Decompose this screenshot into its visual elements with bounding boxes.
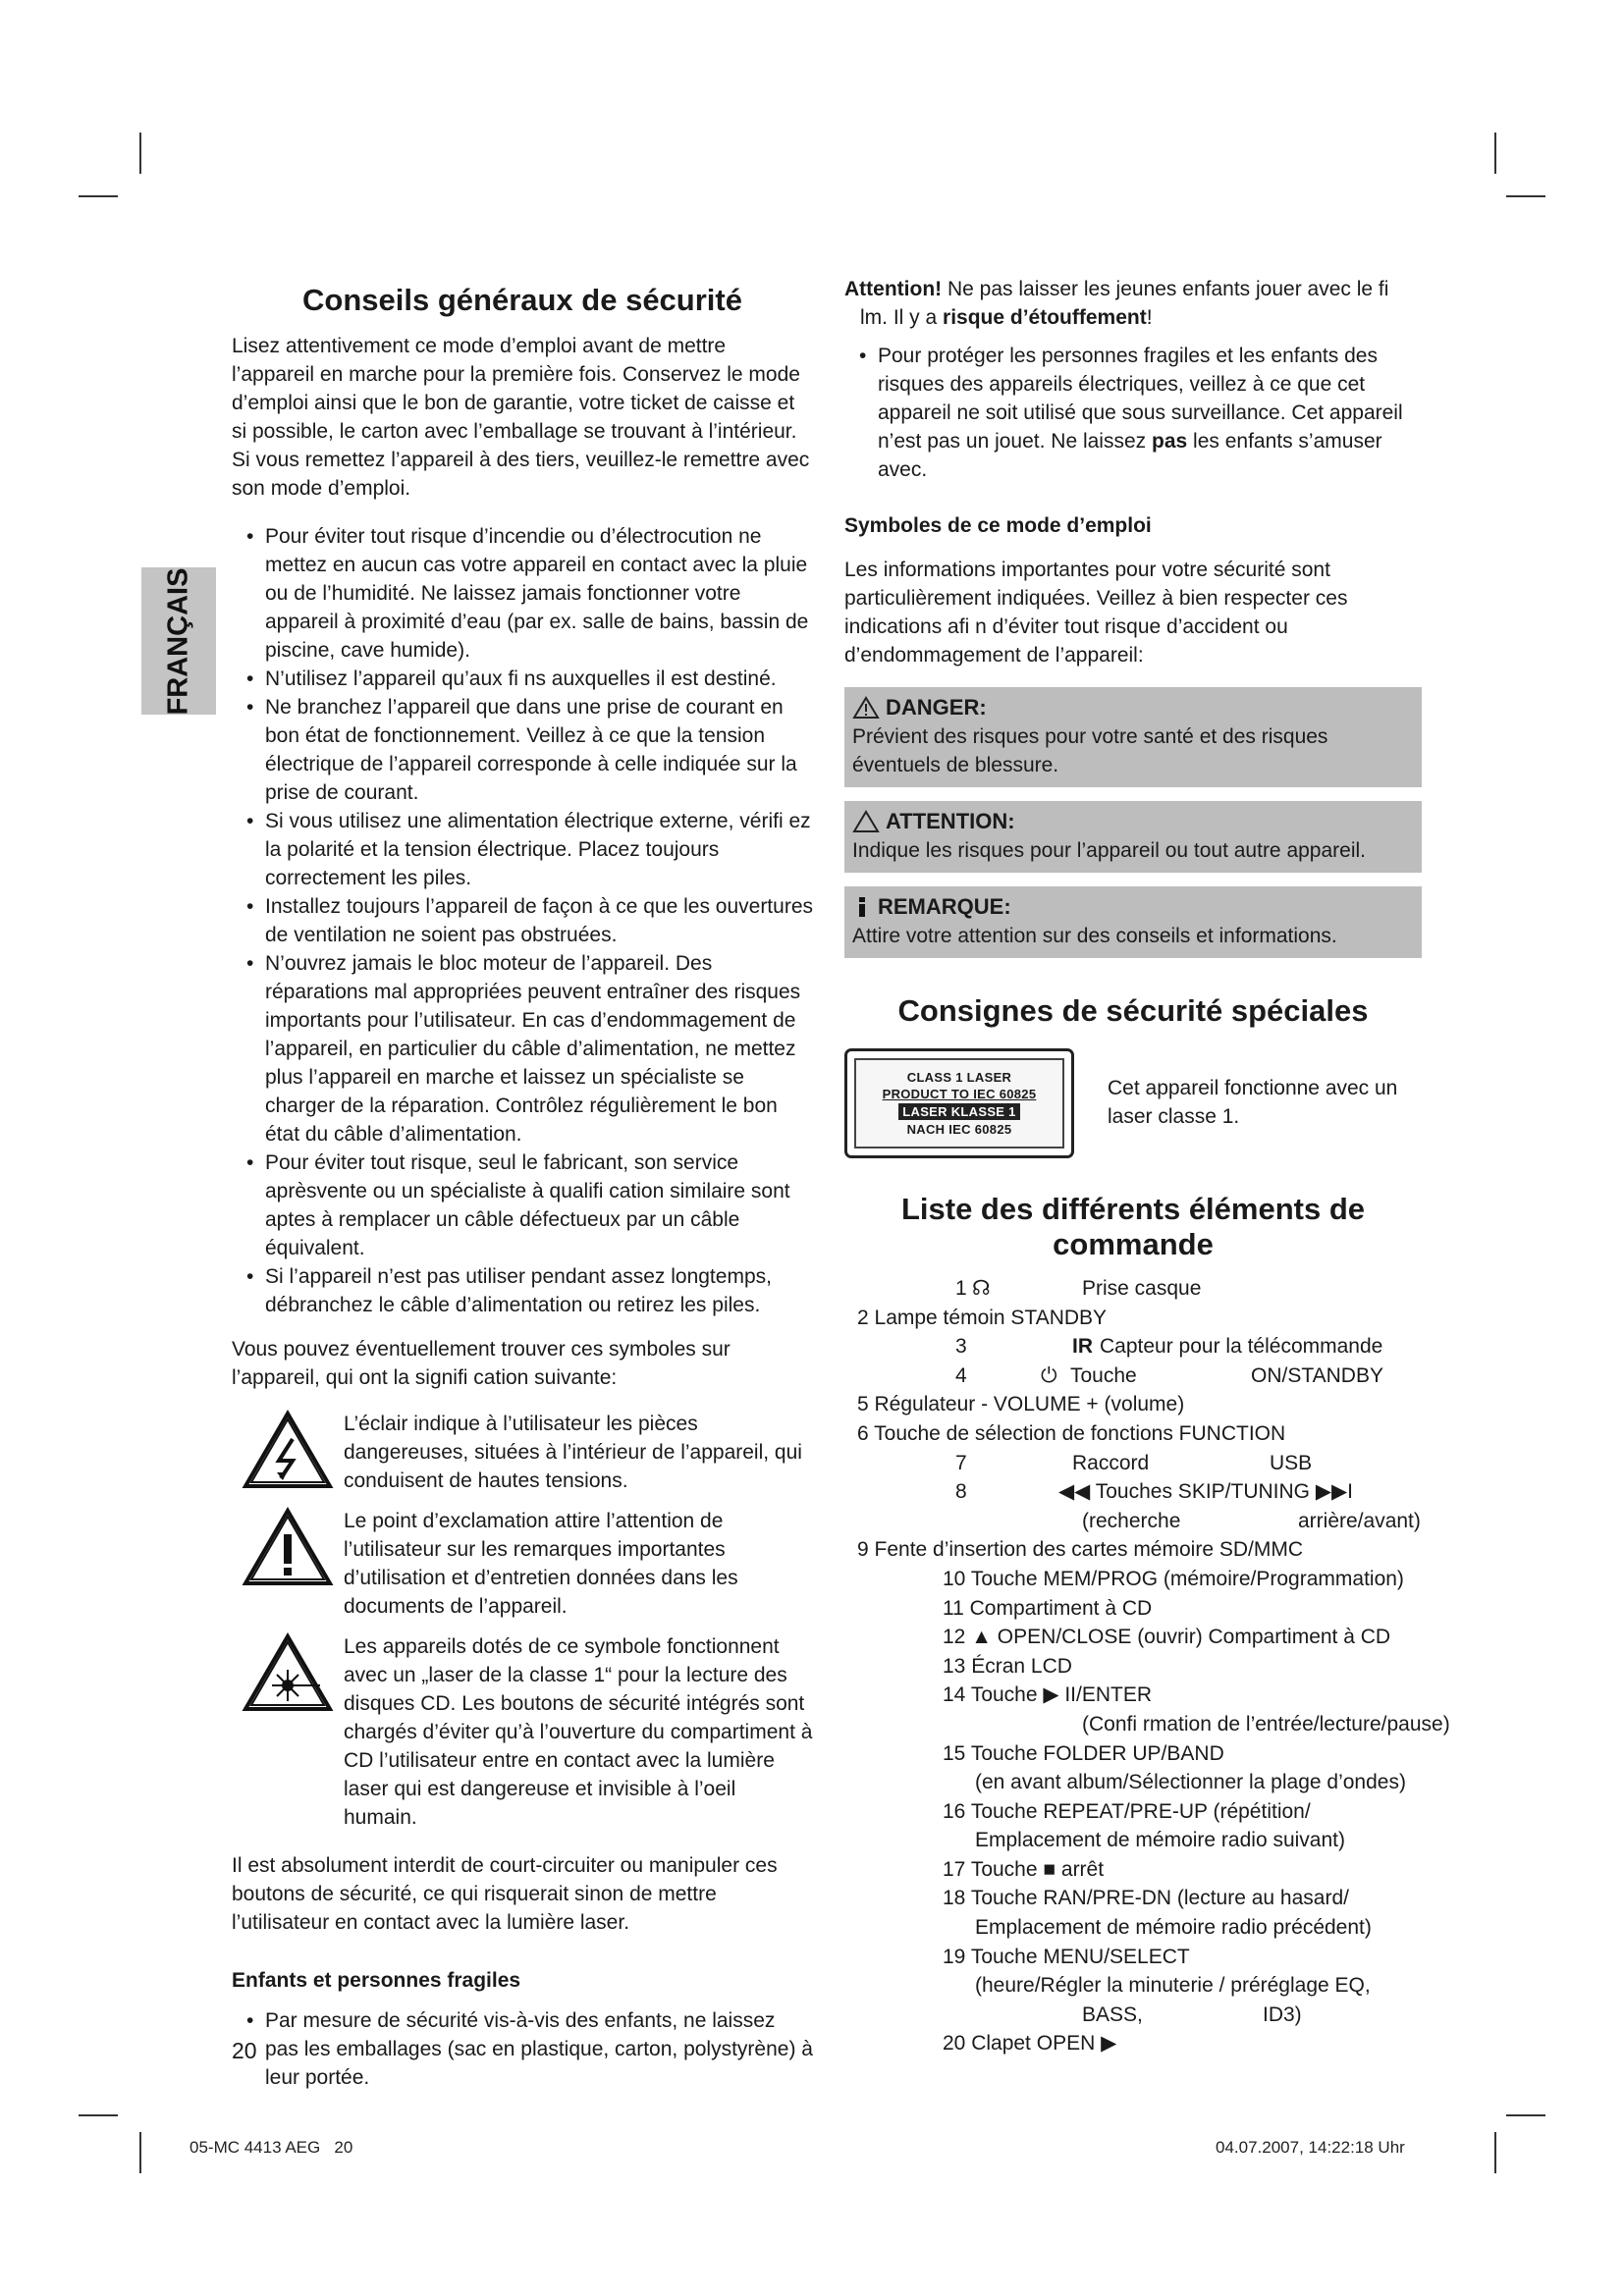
symbol-row-laser <box>232 1632 813 1832</box>
symbol-text: Les appareils dotés de ce symbole fonctionnent avec un „laser de la classe 1“ pour la lecture des disques CD. Les boutons de sécurité intégrés sont chargés d’éviter qu’à l’ouverture du compartiment à CD l’utilisateur entre en contact avec la lumière laser qui est dangereuse et invisible à l’oeil humain. <box>344 1635 813 1829</box>
laser-warning-icon <box>232 1632 344 1713</box>
list-item <box>844 1739 1422 1769</box>
list-item <box>844 1943 1422 1972</box>
notice-text: Indique les risques pour l’appareil ou tout autre appareil. <box>852 839 1367 862</box>
ctrl-label: 9 Fente d’insertion des cartes mémoire SD/MMC <box>857 1538 1303 1562</box>
notice-text: Attire votre attention sur des conseils et informations. <box>852 925 1337 947</box>
ctrl-label: 19 Touche MENU/SELECT <box>943 1945 1190 1968</box>
list-item <box>844 342 1422 484</box>
suffocation-risk: risque d’étouffement <box>943 306 1147 329</box>
list-item <box>844 1390 1422 1419</box>
symbol-row-exclamation <box>232 1507 813 1621</box>
attention-label: Attention! <box>844 278 943 300</box>
remark-notice <box>844 886 1422 958</box>
ctrl-label: (recherche <box>1082 1509 1181 1532</box>
attention-end: ! <box>1146 306 1153 329</box>
list-item <box>844 1797 1422 1827</box>
ctrl-label-right: arrière/avant) <box>1298 1509 1421 1532</box>
list-item <box>844 1332 1422 1362</box>
protect-text: Pour protéger les personnes fragiles et les enfants des risques des appareils électriques, veillez à ce que cet appareil ne soit utilisé que sous surveillance. Cet appareil n’est pas un jouet. Ne laissez <box>878 345 1403 453</box>
list-item: • N’utilisez l’appareil qu’aux fi ns auxquelles il est destiné. <box>232 665 813 693</box>
list-item <box>844 1419 1422 1449</box>
intro-paragraph: Lisez attentivement ce mode d’emploi avant de mettre l’appareil en marche pour la première fois. Conservez le mode d’emploi ainsi que le bon de garantie, votre ticket de caisse et si possible, le carton avec l’emballage se trouvant à l’intérieur. Si vous remettez l’appareil à des tiers, veuillez-le remettre avec son mode d’emploi. <box>232 335 810 500</box>
list-item: • Pour éviter tout risque d’incendie ou d’électrocution ne mettez en aucun cas votre appareil en contact avec la pluie ou de l’humidité. Ne laissez jamais fonctionner votre appareil à proximité d’eau (par ex. salle de bains, bassin de piscine, cave humide). <box>232 522 813 665</box>
list-item: • Par mesure de sécurité vis-à-vis des enfants, ne laissez pas les emballages (sac en plastique, carton, polystyrène) à leur portée. <box>232 2006 813 2092</box>
laser-text: Cet appareil fonctionne avec un laser classe 1. <box>1108 1077 1398 1128</box>
ctrl-label: 18 Touche RAN/PRE-DN (lecture au hasard/ <box>943 1887 1349 1910</box>
crop-mark <box>139 2132 141 2173</box>
ctrl-label: 20 Clapet OPEN ▶ <box>943 2032 1117 2056</box>
list-item: • Si vous utilisez une alimentation électrique externe, vérifi ez la polarité et la tension électrique. Placez toujours correctement les piles. <box>232 807 813 892</box>
ctrl-label: Raccord <box>1072 1451 1150 1474</box>
symbols-intro: Vous pouvez éventuellement trouver ces symboles sur l’appareil, qui ont la signifi cation suivante: <box>232 1338 731 1389</box>
footer-right: 04.07.2007, 14:22:18 Uhr <box>1216 2138 1405 2157</box>
notice-title: ATTENTION: <box>886 809 1015 833</box>
danger-triangle-icon <box>852 696 880 720</box>
crop-mark <box>1506 2114 1545 2116</box>
notice-heading <box>852 807 1414 836</box>
manual-symbols-text: Les informations importantes pour votre sécurité sont particulièrement indiquées. Veillez à bien respecter ces indications afi n d’éviter tout risque d’accident ou d’endommagement de l’appareil: <box>844 559 1348 667</box>
ctrl-number: 3 <box>955 1335 967 1359</box>
notice-title: REMARQUE: <box>878 894 1011 919</box>
symbol-row-lightning <box>232 1410 813 1495</box>
laser-label-line: LASER KLASSE 1 <box>898 1103 1019 1120</box>
danger-notice <box>844 687 1422 787</box>
attention-text: Ne pas laisser les jeunes enfants jouer avec le fi lm. Il y a <box>860 278 1389 329</box>
laser-label-line: NACH IEC 60825 <box>906 1122 1012 1137</box>
list-item <box>844 1304 1422 1333</box>
list-item <box>844 1855 1422 1885</box>
ctrl-label: 11 Compartiment à CD <box>943 1596 1153 1620</box>
protect-text-end: les enfants s’amuser avec. <box>878 430 1382 481</box>
laser-block <box>844 1048 1422 1158</box>
list-item: • Si l’appareil n’est pas utiliser pendant assez longtemps, débranchez le câble d’alimentation ou retirez les piles. <box>232 1262 813 1319</box>
children-bullet-list <box>232 2006 813 2092</box>
notice-text: Prévient des risques pour votre santé et des risques éventuels de blessure. <box>852 725 1328 776</box>
language-tab <box>141 567 216 715</box>
attention-paragraph <box>844 275 1422 332</box>
protect-bold: pas <box>1152 430 1188 453</box>
ctrl-label: ◀◀ Touches SKIP/TUNING ▶▶I <box>1058 1480 1353 1504</box>
list-item <box>844 1594 1422 1624</box>
ctrl-label: 15 Touche FOLDER UP/BAND <box>943 1741 1224 1765</box>
ctrl-label: 14 Touche ▶ II/ENTER <box>943 1683 1153 1707</box>
ctrl-label: Emplacement de mémoire radio suivant) <box>975 1829 1345 1852</box>
list-item <box>844 1913 1422 1943</box>
crop-mark <box>1494 133 1496 174</box>
symbol-text: Le point d’exclamation attire l’attention de l’utilisateur sur les remarques importantes d’utilisation et d’entretien données dans les documents de l’appareil. <box>344 1510 738 1618</box>
laser-label-line: CLASS 1 LASER <box>906 1070 1012 1085</box>
list-item <box>844 1535 1422 1565</box>
list-item <box>844 1971 1422 2001</box>
ctrl-label: 12 ▲ OPEN/CLOSE (ouvrir) Compartiment à CD <box>943 1626 1391 1649</box>
info-icon <box>852 895 872 919</box>
list-item <box>844 1710 1450 1739</box>
list-item <box>844 1477 1422 1507</box>
ctrl-label: Capteur pour la télécommande <box>1100 1335 1383 1359</box>
list-item <box>844 1826 1422 1855</box>
left-column <box>232 275 813 2092</box>
ctrl-label: (heure/Régler la minuterie / préréglage EQ, <box>975 1974 1371 1998</box>
list-item <box>844 1681 1422 1710</box>
list-item <box>844 2029 1422 2058</box>
list-item <box>844 1884 1422 1913</box>
ctrl-label: 6 Touche de sélection de fonctions FUNCTION <box>857 1421 1286 1445</box>
ctrl-label-right: USB <box>1270 1451 1313 1474</box>
list-item <box>844 1565 1422 1594</box>
page-number: 20 <box>232 2038 257 2063</box>
list-item: • Ne branchez l’appareil que dans une prise de courant en bon état de fonctionnement. Veillez à ce que la tension électrique de l’appareil corresponde à celle indiquée sur la prise de courant. <box>232 693 813 807</box>
crop-mark <box>79 195 118 197</box>
symbol-text: L’éclair indique à l’utilisateur les pièces dangereuses, situées à l’intérieur de l’appareil, qui conduisent de hautes tensions. <box>344 1413 802 1492</box>
controls-title: Liste des différents éléments de commande <box>900 1192 1366 1261</box>
power-icon: ⏻ <box>1041 1363 1057 1387</box>
footer-left: 05-MC 4413 AEG 20 <box>189 2138 353 2157</box>
list-item <box>844 1623 1422 1652</box>
ctrl-number: 4 <box>955 1363 967 1387</box>
crop-mark <box>139 133 141 174</box>
ctrl-label: Emplacement de mémoire radio précédent) <box>975 1916 1372 1940</box>
ctrl-label: 10 Touche MEM/PROG (mémoire/Programmation) <box>943 1567 1404 1590</box>
ctrl-number: 7 <box>955 1451 967 1474</box>
special-safety-title: Consignes de sécurité spéciales <box>897 993 1369 1028</box>
list-item <box>844 1507 1422 1536</box>
safety-bullet-list <box>232 522 813 1319</box>
list-item <box>844 1449 1422 1478</box>
ctrl-label-right: ID3) <box>1263 2002 1302 2026</box>
ctrl-label: Touche <box>1070 1363 1137 1387</box>
language-label: FRANÇAIS <box>162 567 194 715</box>
ctrl-number: 1 <box>955 1277 967 1300</box>
list-item: • N’ouvrez jamais le bloc moteur de l’appareil. Des réparations mal appropriées peuvent entraîner des risques importants pour l’utilisateur. En cas d’endommagement de l’appareil, en particulier du câble d’alimentation, ne mettez plus l’appareil en marche et laissez un spécialiste se charger de la réparation. Contrôlez régulièrement le bon état du câble d’alimentation. <box>232 949 813 1148</box>
list-item <box>844 2001 1422 2030</box>
short-circuit-paragraph: Il est absolument interdit de court-circuiter ou manipuler ces boutons de sécurité, ce qui risquerait sinon de mettre l’utilisateur en contact avec la lumière laser. <box>232 1854 778 1934</box>
list-item <box>844 1274 1422 1304</box>
ir-label: IR <box>1072 1335 1093 1359</box>
children-heading: Enfants et personnes fragiles <box>232 1969 521 1992</box>
list-item <box>844 1652 1422 1682</box>
ctrl-label: (Confi rmation de l’entrée/lecture/pause) <box>1082 1712 1450 1735</box>
notice-heading <box>852 892 1414 922</box>
protect-bullet-list <box>844 342 1422 484</box>
attention-triangle-icon <box>852 810 880 833</box>
notice-heading <box>852 693 1414 722</box>
list-item <box>844 1362 1422 1391</box>
crop-mark <box>1494 2132 1496 2173</box>
ctrl-label: 5 Régulateur - VOLUME + (volume) <box>857 1393 1185 1416</box>
ctrl-label-right: ON/STANDBY <box>1251 1363 1383 1387</box>
ctrl-label: 13 Écran LCD <box>943 1654 1072 1678</box>
ctrl-label: (en avant album/Sélectionner la plage d’ondes) <box>975 1771 1406 1794</box>
notice-title: DANGER: <box>886 695 987 720</box>
ctrl-number: 8 <box>955 1480 967 1504</box>
headphone-icon: ☊ <box>972 1277 991 1300</box>
list-item: • Installez toujours l’appareil de façon à ce que les ouvertures de ventilation ne soient pas obstruées. <box>232 892 813 949</box>
manual-symbols-heading: Symboles de ce mode d’emploi <box>844 514 1152 537</box>
right-column <box>844 275 1450 2058</box>
general-safety-title: Conseils généraux de sécurité <box>302 283 742 317</box>
list-item: • Pour éviter tout risque, seul le fabricant, son service aprèsvente ou un spécialiste à qualifi cation similaire sont aptes à remplacer un câble défectueux par un câble équivalent. <box>232 1148 813 1262</box>
exclamation-warning-icon <box>232 1507 344 1587</box>
laser-label-line: PRODUCT TO IEC 60825 <box>882 1087 1037 1101</box>
ctrl-label: 2 Lampe témoin STANDBY <box>857 1306 1108 1329</box>
list-item <box>844 1768 1422 1797</box>
laser-class-label <box>844 1048 1074 1158</box>
attention-notice <box>844 801 1422 873</box>
controls-list <box>844 1274 1450 2058</box>
ctrl-label: BASS, <box>1082 2002 1143 2026</box>
ctrl-label: Prise casque <box>1082 1277 1202 1300</box>
ctrl-label: 17 Touche ■ arrêt <box>943 1857 1105 1881</box>
ctrl-label: 16 Touche REPEAT/PRE-UP (répétition/ <box>943 1799 1311 1823</box>
laser-label-inner <box>854 1058 1064 1148</box>
crop-mark <box>79 2114 118 2116</box>
lightning-warning-icon <box>232 1410 344 1490</box>
crop-mark <box>1506 195 1545 197</box>
